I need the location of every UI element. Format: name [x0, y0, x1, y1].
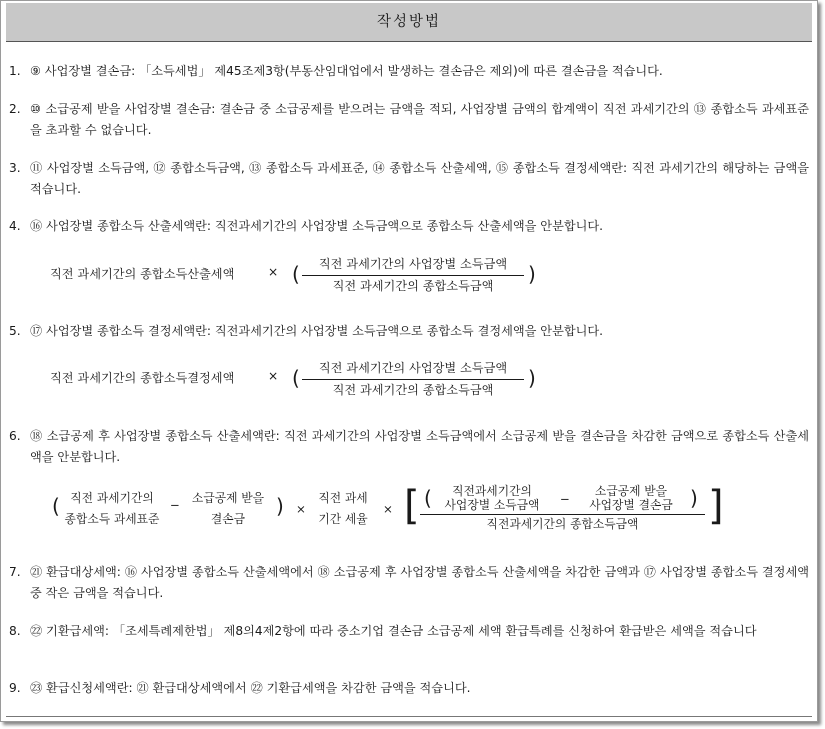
- term-line: 직전 과세: [318, 491, 368, 505]
- business-loss-term: [576, 484, 686, 512]
- close-paren: ): [690, 486, 698, 510]
- item-text: ㉓ 환급신청세액란: ㉑ 환급대상세액에서 ㉒ 기환급세액을 차감한 금액을 적습니다.: [30, 681, 471, 695]
- item-text: ⑩ 소급공제 받을 사업장별 결손금: 결손금 중 소급공제를 받으려는 금액을 적되, 사업장별 금액의 합계액이 직전 과세기간의 ⑬ 종합소득 과세표준을 초과할 수 없습니다.: [30, 102, 809, 137]
- item-text: ⑪ 사업장별 소득금액, ⑫ 종합소득금액, ⑬ 종합소득 과세표준, ⑭ 종합소득 산출세액, ⑮ 종합소득 결정세액란: 직전 과세기간의 해당하는 금액을 적습니다.: [30, 161, 809, 196]
- item-number: 9.: [9, 681, 21, 695]
- ratio-numerator: [420, 484, 705, 515]
- close-bracket: ]: [708, 483, 724, 529]
- multiply-sign: ×: [268, 265, 279, 279]
- bottom-divider: [6, 716, 812, 717]
- instruction-item-9: [9, 678, 809, 699]
- item-number: 3.: [9, 161, 21, 175]
- instruction-item-2: [9, 99, 809, 141]
- instruction-item-4: [9, 216, 809, 237]
- instruction-item-1: [9, 61, 809, 82]
- formula-left-term: 직전 과세기간의 종합소득산출세액: [50, 267, 235, 281]
- instruction-item-8: [9, 621, 809, 642]
- prior-tax-base-term: [64, 488, 160, 530]
- minus-sign: −: [560, 492, 570, 506]
- multiply-sign: ×: [383, 502, 393, 516]
- item-text: ㉑ 환급대상세액: ⑯ 사업장별 종합소득 산출세액에서 ⑱ 소급공제 후 사업장별 종합소득 산출세액을 차감한 금액과 ⑰ 사업장별 종합소득 결정세액 중 작은 금액을 적습니다.: [30, 565, 809, 600]
- instruction-item-7: [9, 562, 809, 604]
- formula-4: [50, 254, 570, 296]
- term-line: 직전과세기간의: [452, 484, 532, 498]
- instruction-item-5: [9, 321, 809, 342]
- fraction: [302, 254, 524, 297]
- term-line: 기간 세율: [318, 512, 368, 526]
- item-number: 4.: [9, 219, 21, 233]
- term-line: 사업장별 결손금: [589, 498, 673, 512]
- tax-rate-term: [312, 488, 374, 530]
- item-text: ⑨ 사업장별 결손금: 「소득세법」 제45조제3항(부동산임대업에서 발생하는 결손금은 제외)에 따른 결손금을 적습니다.: [30, 64, 663, 78]
- formula-left-term: 직전 과세기간의 종합소득결정세액: [50, 371, 235, 385]
- fraction: [302, 358, 524, 401]
- item-text: ⑱ 소급공제 후 사업장별 종합소득 산출세액란: 직전 과세기간의 사업장별 소득금액에서 소급공제 받을 결손금을 차감한 금액으로 종합소득 산출세액을 안분합니다.: [30, 429, 809, 464]
- item-number: 2.: [9, 102, 21, 116]
- open-bracket: [: [404, 483, 420, 529]
- instruction-item-3: [9, 158, 809, 200]
- close-paren: ): [276, 494, 284, 518]
- term-line: 사업장별 소득금액: [444, 498, 540, 512]
- open-paren: (: [292, 262, 300, 286]
- multiply-sign: ×: [296, 502, 306, 516]
- term-line: 직전 과세기간의: [70, 491, 154, 505]
- formula-5: [50, 358, 570, 400]
- item-number: 5.: [9, 324, 21, 338]
- ratio-fraction: [420, 484, 705, 533]
- open-paren: (: [52, 494, 60, 518]
- item-number: 6.: [9, 429, 21, 443]
- term-line: 소급공제 받을: [594, 484, 668, 498]
- item-number: 8.: [9, 624, 21, 638]
- item-text: ⑰ 사업장별 종합소득 결정세액란: 직전과세기간의 사업장별 소득금액으로 종합소득 결정세액을 안분합니다.: [30, 324, 604, 338]
- fraction-denominator: 직전 과세기간의 종합소득금액: [332, 279, 494, 293]
- close-paren: ): [528, 262, 536, 286]
- business-income-term: [434, 484, 550, 512]
- open-paren: (: [292, 366, 300, 390]
- item-text: ⑯ 사업장별 종합소득 산출세액란: 직전과세기간의 사업장별 소득금액으로 종합소득 산출세액을 안분합니다.: [30, 219, 604, 233]
- carryback-loss-term: [186, 488, 270, 530]
- instruction-item-6: [9, 426, 809, 468]
- ratio-denominator: 직전과세기간의 종합소득금액: [486, 517, 639, 531]
- close-paren: ): [528, 366, 536, 390]
- item-text: ㉒ 기환급세액: 「조세특례제한법」 제8의4제2항에 따라 중소기업 결손금 소급공제 세액 환급특례를 신청하여 환급받은 세액을 적습니다: [30, 624, 757, 638]
- fraction-numerator: 직전 과세기간의 사업장별 소득금액: [302, 254, 524, 276]
- open-paren: (: [424, 486, 432, 510]
- page-title: 작성방법: [6, 3, 812, 42]
- item-number: 7.: [9, 565, 21, 579]
- multiply-sign: ×: [268, 369, 279, 383]
- fraction-numerator: 직전 과세기간의 사업장별 소득금액: [302, 358, 524, 380]
- formula-6: [50, 484, 730, 534]
- fraction-denominator: 직전 과세기간의 종합소득금액: [332, 383, 494, 397]
- item-number: 1.: [9, 64, 21, 78]
- term-line: 종합소득 과세표준: [64, 512, 160, 526]
- term-line: 결손금: [210, 512, 246, 526]
- minus-sign: −: [170, 498, 180, 512]
- term-line: 소급공제 받을: [191, 491, 265, 505]
